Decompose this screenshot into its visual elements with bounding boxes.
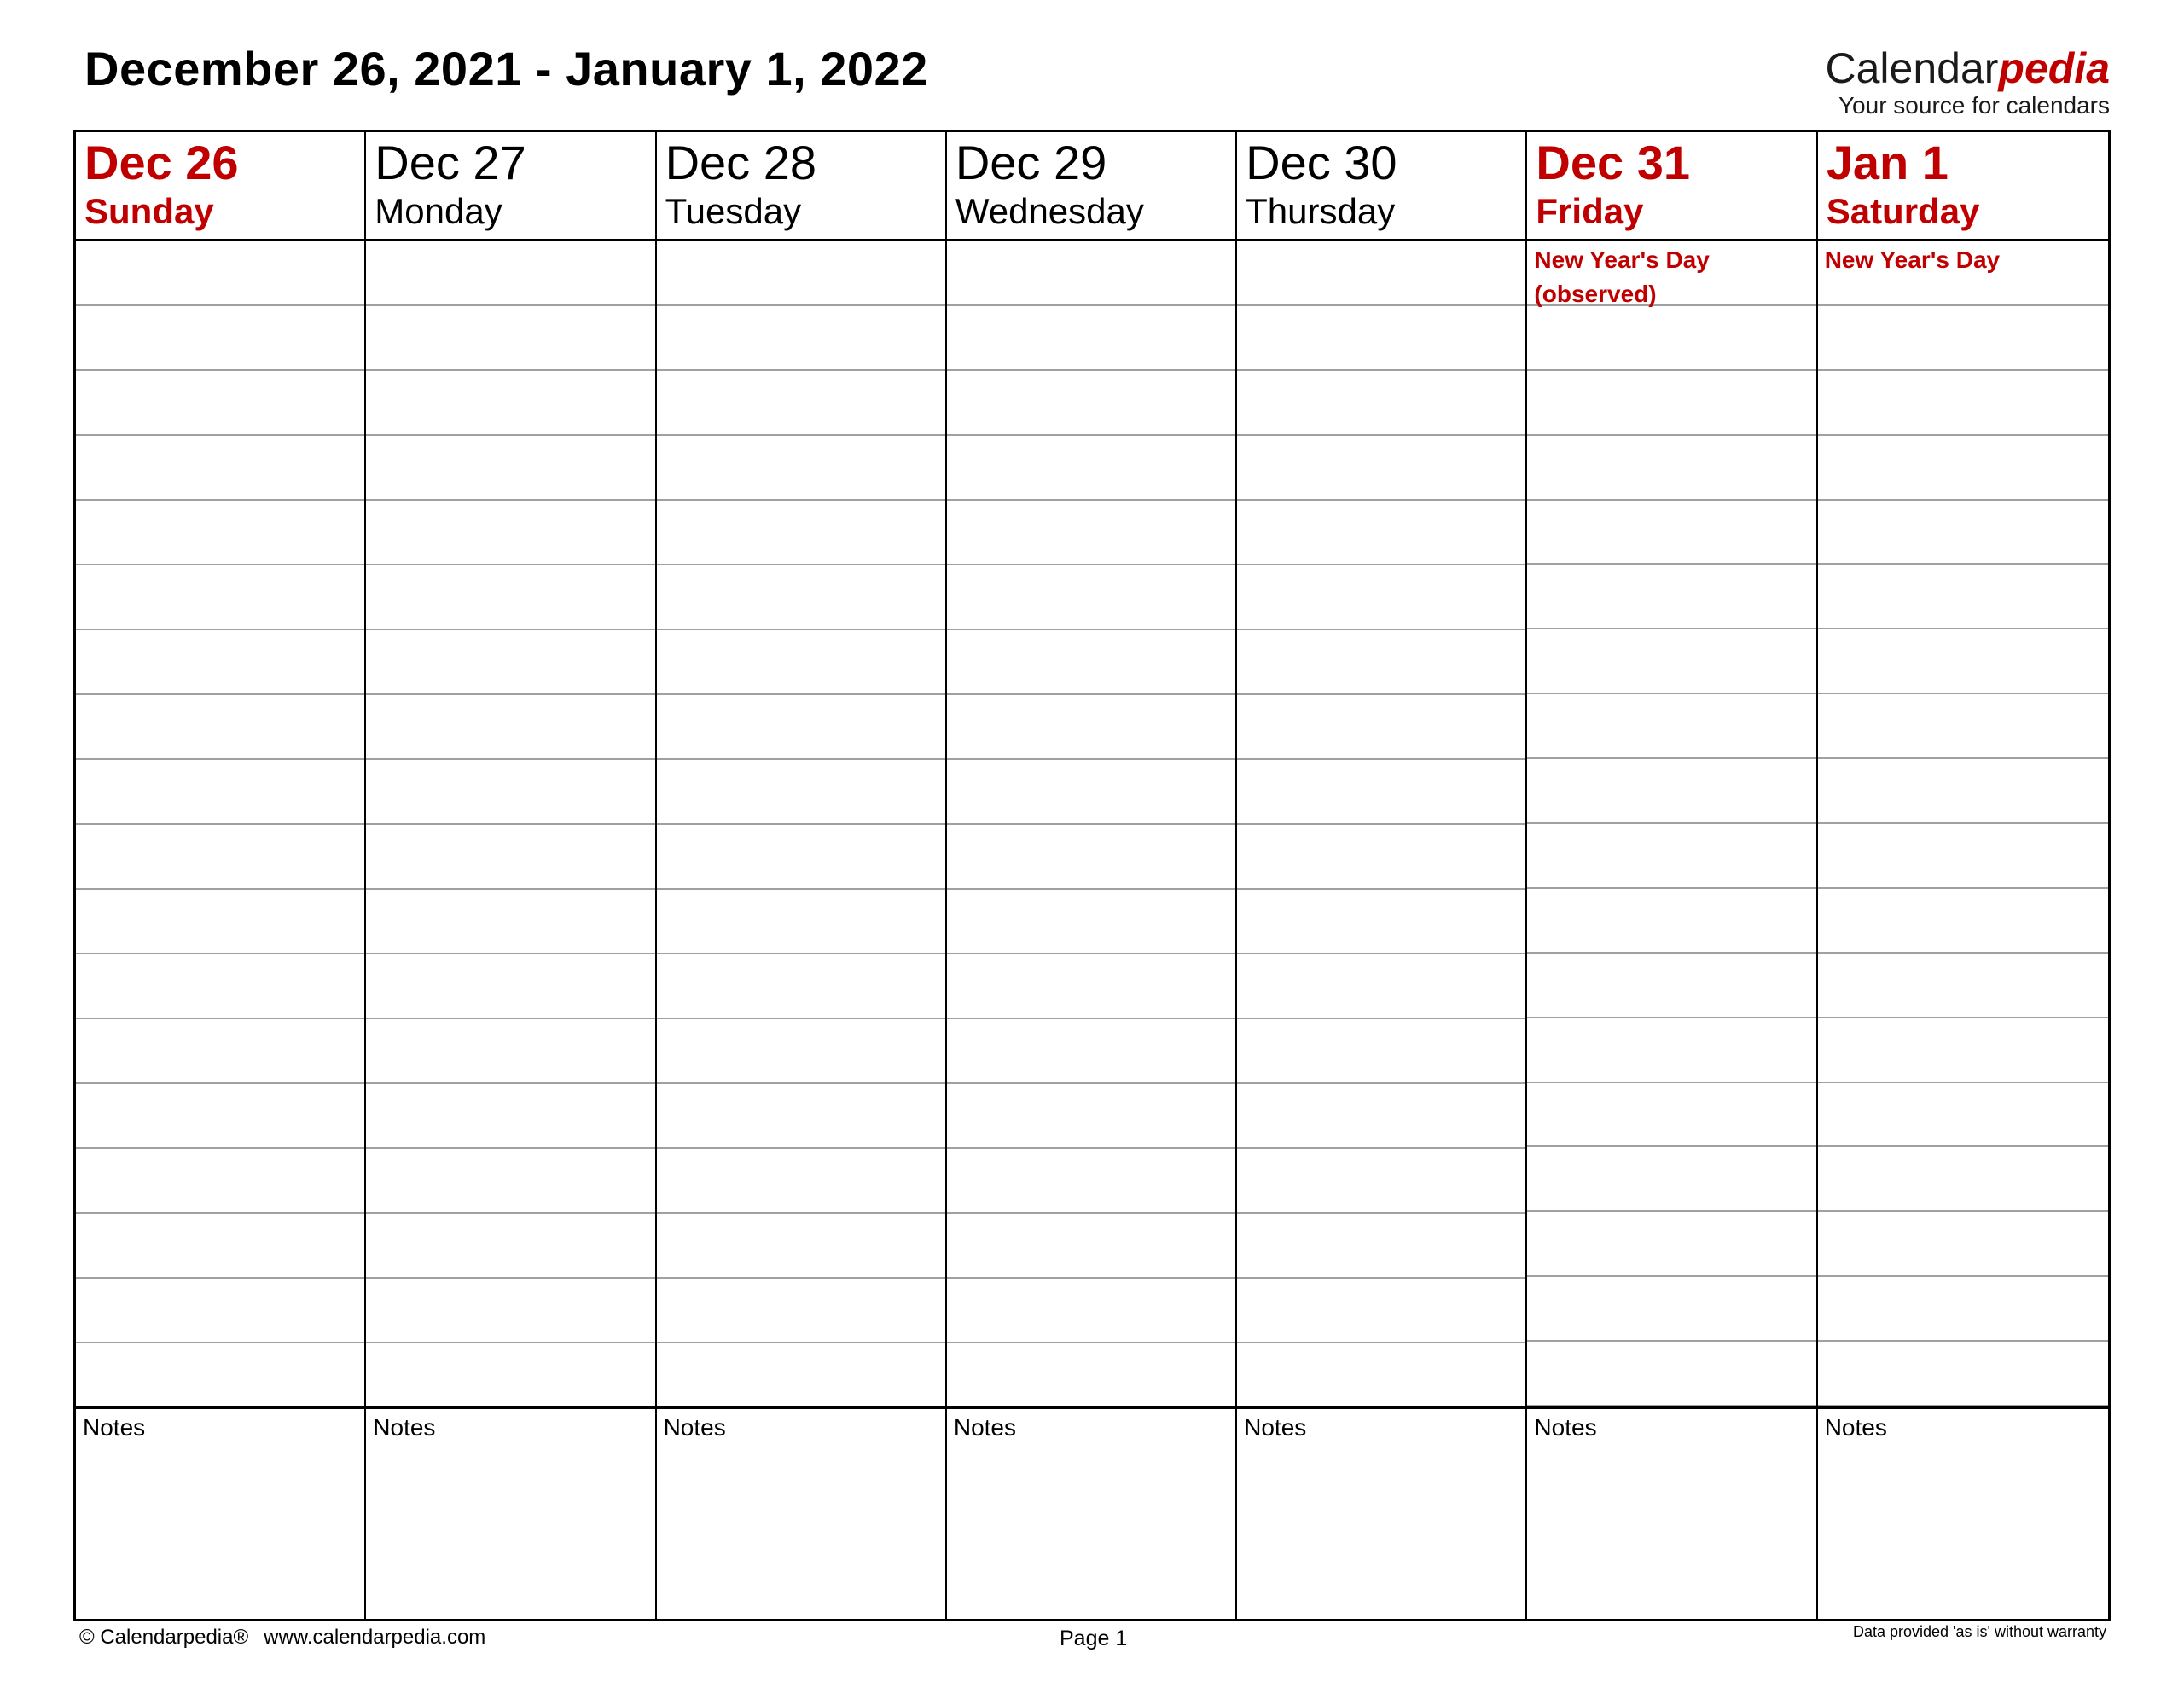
day-date: Dec 29 xyxy=(955,136,1107,189)
time-slot[interactable] xyxy=(657,501,945,565)
time-slot[interactable] xyxy=(1818,824,2108,889)
time-slot[interactable] xyxy=(1527,1212,1815,1277)
time-slot[interactable] xyxy=(657,760,945,825)
time-slot[interactable] xyxy=(1237,1019,1525,1084)
day-header xyxy=(1818,132,2108,241)
brand-tagline: Your source for calendars xyxy=(1838,92,2110,119)
brand-name xyxy=(1826,44,2111,92)
day-column xyxy=(1237,132,1527,1619)
time-slot[interactable] xyxy=(1237,760,1525,825)
day-date: Dec 31 xyxy=(1536,136,1690,189)
time-slots xyxy=(1818,241,2108,1406)
time-slot[interactable] xyxy=(657,1214,945,1279)
time-slot[interactable] xyxy=(947,1084,1235,1149)
brand-logo xyxy=(1826,44,2111,119)
time-slot[interactable] xyxy=(657,371,945,436)
time-slot[interactable] xyxy=(1527,1147,1815,1212)
time-slot[interactable] xyxy=(1527,306,1815,371)
time-slot[interactable] xyxy=(366,241,654,306)
time-slot[interactable] xyxy=(76,1084,364,1149)
time-slots xyxy=(1527,241,1815,1406)
time-slot[interactable] xyxy=(1818,565,2108,629)
notes-box[interactable] xyxy=(366,1406,654,1619)
time-slot[interactable] xyxy=(947,695,1235,760)
time-slot[interactable] xyxy=(657,630,945,695)
holiday-label: New Year's Day xyxy=(1824,246,2001,273)
page-title: December 26, 2021 - January 1, 2022 xyxy=(84,42,928,96)
time-slot[interactable] xyxy=(657,436,945,501)
day-header xyxy=(366,132,654,241)
time-slot[interactable] xyxy=(1237,890,1525,954)
time-slot[interactable] xyxy=(76,825,364,890)
time-slot[interactable] xyxy=(1818,1147,2108,1212)
time-slot[interactable] xyxy=(76,501,364,565)
week-grid xyxy=(73,130,2111,1621)
day-header xyxy=(947,132,1235,241)
time-slot[interactable] xyxy=(657,1084,945,1149)
time-slot[interactable] xyxy=(1818,694,2108,759)
time-slot[interactable] xyxy=(947,565,1235,630)
time-slot[interactable] xyxy=(1818,1212,2108,1277)
time-slot[interactable] xyxy=(657,1343,945,1406)
time-slot[interactable] xyxy=(1527,1277,1815,1342)
day-weekday: Tuesday xyxy=(665,191,802,231)
time-slot[interactable] xyxy=(1237,695,1525,760)
time-slot[interactable] xyxy=(1818,954,2108,1018)
time-slot[interactable] xyxy=(657,565,945,630)
day-date: Dec 26 xyxy=(84,136,239,189)
time-slot[interactable] xyxy=(1818,306,2108,371)
time-slot[interactable] xyxy=(947,306,1235,371)
time-slot[interactable] xyxy=(76,1019,364,1084)
time-slot[interactable] xyxy=(947,1343,1235,1406)
time-slot[interactable] xyxy=(1237,1279,1525,1343)
day-date: Jan 1 xyxy=(1826,136,1949,189)
time-slot[interactable] xyxy=(76,1279,364,1343)
time-slot[interactable] xyxy=(1818,436,2108,501)
time-slot[interactable] xyxy=(947,760,1235,825)
time-slots xyxy=(1237,241,1525,1406)
time-slot[interactable] xyxy=(76,1149,364,1214)
time-slot[interactable] xyxy=(1237,371,1525,436)
time-slot[interactable] xyxy=(76,1214,364,1279)
brand-name-plain: Calendar xyxy=(1825,44,1999,92)
copyright-text: © Calendarpedia® xyxy=(79,1626,249,1649)
time-slot[interactable] xyxy=(1237,565,1525,630)
time-slot[interactable] xyxy=(947,1279,1235,1343)
time-slot[interactable] xyxy=(1237,501,1525,565)
time-slots xyxy=(76,241,364,1406)
time-slot[interactable] xyxy=(1527,371,1815,436)
time-slot[interactable] xyxy=(657,1149,945,1214)
brand-name-accent: pedia xyxy=(1998,44,2110,92)
time-slot[interactable] xyxy=(947,954,1235,1019)
time-slot[interactable] xyxy=(76,1343,364,1406)
time-slot[interactable] xyxy=(366,1149,654,1214)
day-header xyxy=(1237,132,1525,241)
time-slot[interactable] xyxy=(366,1214,654,1279)
time-slot[interactable] xyxy=(1818,759,2108,824)
time-slot[interactable] xyxy=(366,825,654,890)
time-slot[interactable] xyxy=(366,436,654,501)
day-column xyxy=(76,132,366,1619)
time-slot[interactable] xyxy=(657,695,945,760)
time-slot[interactable] xyxy=(366,1084,654,1149)
time-slot[interactable] xyxy=(1237,241,1525,306)
day-column xyxy=(1818,132,2108,1619)
page-number: Page 1 xyxy=(1060,1627,1128,1650)
notes-label: Notes xyxy=(1244,1414,1307,1441)
time-slot[interactable] xyxy=(947,501,1235,565)
time-slot[interactable] xyxy=(1818,889,2108,954)
time-slot[interactable] xyxy=(76,954,364,1019)
time-slot[interactable] xyxy=(947,371,1235,436)
time-slot[interactable] xyxy=(657,306,945,371)
time-slot[interactable] xyxy=(1527,436,1815,501)
time-slot[interactable] xyxy=(366,1343,654,1406)
time-slot[interactable] xyxy=(1237,1084,1525,1149)
time-slot[interactable] xyxy=(366,954,654,1019)
time-slot[interactable] xyxy=(1818,1277,2108,1342)
time-slot[interactable] xyxy=(1527,1342,1815,1406)
day-date: Dec 28 xyxy=(665,136,816,189)
footer-copyright xyxy=(79,1626,485,1650)
day-column xyxy=(1527,132,1817,1619)
time-slot[interactable] xyxy=(947,241,1235,306)
time-slot[interactable] xyxy=(1527,824,1815,889)
time-slot[interactable] xyxy=(1237,630,1525,695)
day-header xyxy=(1527,132,1815,241)
time-slot[interactable] xyxy=(657,890,945,954)
time-slot[interactable] xyxy=(366,1279,654,1343)
time-slot[interactable] xyxy=(76,760,364,825)
notes-box[interactable] xyxy=(76,1406,364,1619)
time-slot[interactable] xyxy=(1527,759,1815,824)
time-slot[interactable] xyxy=(366,1019,654,1084)
time-slot[interactable] xyxy=(947,1149,1235,1214)
time-slot[interactable] xyxy=(947,1019,1235,1084)
time-slots xyxy=(947,241,1235,1406)
day-date: Dec 27 xyxy=(375,136,526,189)
notes-label: Notes xyxy=(953,1414,1016,1441)
time-slots xyxy=(366,241,654,1406)
day-weekday: Monday xyxy=(375,191,502,231)
time-slot[interactable] xyxy=(366,501,654,565)
time-slot[interactable] xyxy=(1818,629,2108,694)
time-slot[interactable] xyxy=(1237,1343,1525,1406)
time-slot[interactable] xyxy=(1527,1083,1815,1148)
time-slot[interactable] xyxy=(76,306,364,371)
notes-label: Notes xyxy=(1534,1414,1597,1441)
time-slots xyxy=(657,241,945,1406)
time-slot[interactable] xyxy=(657,1279,945,1343)
day-header xyxy=(657,132,945,241)
holiday-label: New Year's Day (observed) xyxy=(1534,246,1710,307)
footer-disclaimer: Data provided 'as is' without warranty xyxy=(1852,1623,2106,1640)
time-slot[interactable] xyxy=(76,565,364,630)
day-weekday: Sunday xyxy=(84,191,214,231)
time-slot[interactable] xyxy=(76,890,364,954)
notes-label: Notes xyxy=(1824,1414,1887,1441)
time-slot[interactable] xyxy=(1237,954,1525,1019)
time-slot[interactable] xyxy=(76,436,364,501)
time-slot[interactable] xyxy=(1818,1018,2108,1083)
notes-label: Notes xyxy=(83,1414,146,1441)
day-weekday: Saturday xyxy=(1826,191,1980,231)
day-header xyxy=(76,132,364,241)
time-slot[interactable] xyxy=(366,760,654,825)
notes-box[interactable] xyxy=(657,1406,945,1619)
time-slot[interactable] xyxy=(76,695,364,760)
time-slot[interactable] xyxy=(1527,954,1815,1018)
time-slot[interactable] xyxy=(1818,1083,2108,1148)
time-slot[interactable] xyxy=(947,890,1235,954)
time-slot[interactable] xyxy=(947,825,1235,890)
time-slot[interactable] xyxy=(1527,889,1815,954)
time-slot[interactable] xyxy=(657,954,945,1019)
notes-box[interactable] xyxy=(1527,1406,1815,1619)
footer-url[interactable]: www.calendarpedia.com xyxy=(264,1626,486,1649)
day-weekday: Wednesday xyxy=(955,191,1144,231)
time-slot[interactable] xyxy=(657,825,945,890)
time-slot[interactable] xyxy=(947,436,1235,501)
time-slot[interactable] xyxy=(1818,371,2108,436)
time-slot[interactable] xyxy=(1818,501,2108,565)
time-slot[interactable] xyxy=(1527,501,1815,565)
time-slot[interactable] xyxy=(366,306,654,371)
time-slot[interactable] xyxy=(1527,1018,1815,1083)
time-slot[interactable] xyxy=(366,371,654,436)
notes-label: Notes xyxy=(663,1414,726,1441)
time-slot[interactable] xyxy=(1237,1149,1525,1214)
time-slot[interactable] xyxy=(1237,1214,1525,1279)
time-slot[interactable] xyxy=(366,630,654,695)
day-column xyxy=(366,132,656,1619)
time-slot[interactable] xyxy=(1237,306,1525,371)
notes-label: Notes xyxy=(373,1414,436,1441)
time-slot[interactable] xyxy=(657,1019,945,1084)
day-date: Dec 30 xyxy=(1246,136,1397,189)
time-slot[interactable] xyxy=(366,695,654,760)
day-weekday: Thursday xyxy=(1246,191,1396,231)
time-slot[interactable] xyxy=(1237,436,1525,501)
day-column xyxy=(657,132,947,1619)
time-slot[interactable] xyxy=(1527,629,1815,694)
day-weekday: Friday xyxy=(1536,191,1644,231)
time-slot[interactable] xyxy=(1818,1342,2108,1406)
notes-box[interactable] xyxy=(1818,1406,2108,1619)
time-slot[interactable] xyxy=(76,630,364,695)
time-slot[interactable] xyxy=(947,630,1235,695)
notes-box[interactable] xyxy=(1237,1406,1525,1619)
time-slot[interactable] xyxy=(1237,825,1525,890)
time-slot[interactable] xyxy=(1527,565,1815,629)
notes-box[interactable] xyxy=(947,1406,1235,1619)
day-column xyxy=(947,132,1237,1619)
time-slot[interactable] xyxy=(657,241,945,306)
time-slot[interactable] xyxy=(1527,694,1815,759)
time-slot[interactable] xyxy=(366,565,654,630)
time-slot[interactable] xyxy=(947,1214,1235,1279)
time-slot[interactable] xyxy=(366,890,654,954)
time-slot[interactable] xyxy=(76,371,364,436)
time-slot[interactable] xyxy=(76,241,364,306)
